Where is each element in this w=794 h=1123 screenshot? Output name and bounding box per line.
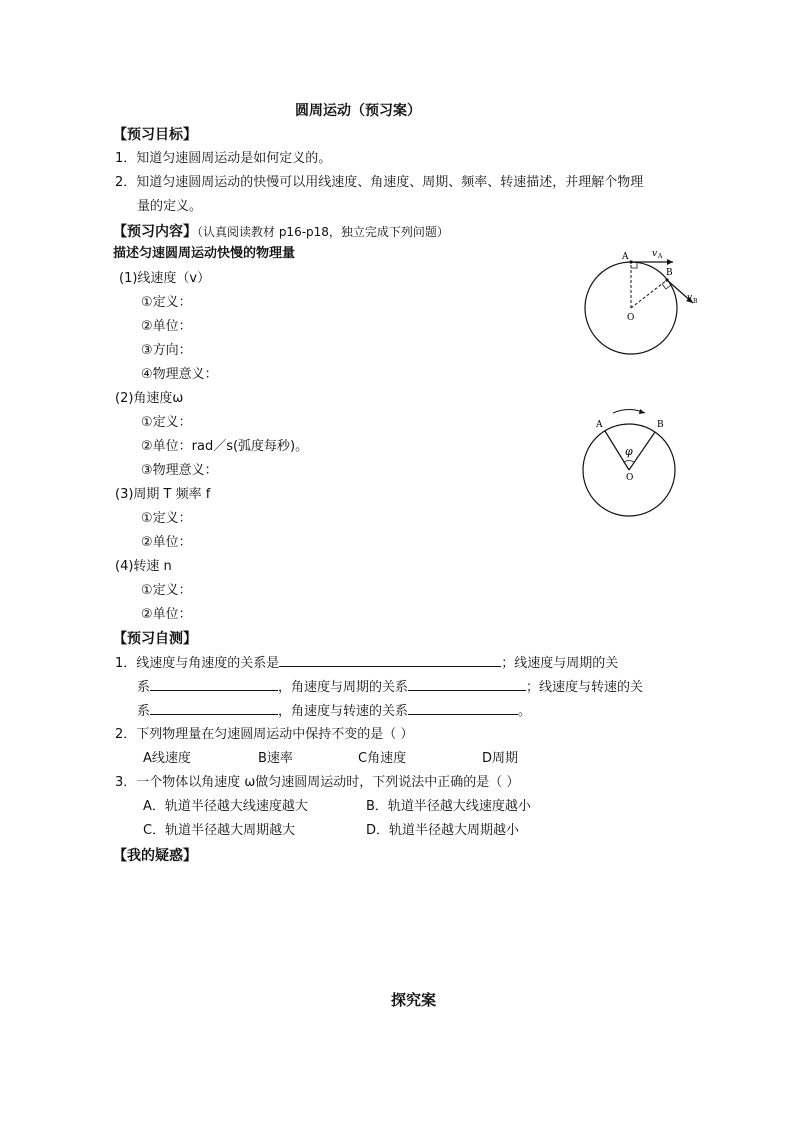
angular-velocity-diagram	[575, 400, 685, 520]
content-note: （认真阅读教材 p16-p18，独立完成下列问题）	[197, 225, 449, 239]
fig2-label-phi: φ	[625, 445, 633, 458]
content-subheading: 描述匀速圆周运动快慢的物理量	[113, 246, 296, 261]
q3-definition: ①定义：	[141, 511, 192, 526]
fig1-label-vA: v	[652, 249, 658, 259]
q1-text-c: 系	[137, 680, 151, 695]
selftest-q1-line3	[137, 702, 531, 721]
footer-title: 探究案	[391, 991, 437, 1009]
q3-option-a[interactable]: A．轨道半径越大线速度越大	[143, 799, 308, 814]
fig1-sub-B: B	[693, 298, 698, 305]
answer-blank-2[interactable]	[150, 678, 278, 691]
q3-option-b[interactable]: B．轨道半径越大线速度越小	[366, 799, 531, 814]
fig2-label-A: A	[596, 420, 603, 430]
q2-meaning: ③物理意义：	[141, 463, 218, 478]
q1-text-g: ，角速度与转速的关系	[278, 704, 409, 719]
selftest-q1-line2	[137, 678, 643, 697]
fig2-label-O: O	[626, 473, 634, 483]
content-header-line	[113, 221, 449, 241]
goal-item-2: 2．知道匀速圆周运动的快慢可以用线速度、角速度、周期、频率、转速描述，并理解个物理	[115, 175, 644, 190]
q3-option-d[interactable]: D．轨道半径越大周期越小	[366, 823, 520, 838]
fig1-label-O: O	[627, 313, 635, 323]
selftest-header: 【预习自测】	[113, 631, 197, 647]
q2-option-c[interactable]: C角速度	[358, 751, 407, 766]
selftest-q2: 2．下列物理量在匀速圆周运动中保持不变的是（ ）	[115, 727, 414, 742]
q1-unit: ②单位：	[141, 319, 192, 334]
q1-text-f: 系	[137, 704, 151, 719]
q1-definition: ①定义：	[141, 295, 192, 310]
doubts-header: 【我的疑惑】	[113, 848, 197, 864]
point-A	[629, 260, 632, 263]
q3-option-c[interactable]: C．轨道半径越大周期越大	[143, 823, 296, 838]
page-title: 圆周运动（预习案）	[295, 103, 421, 119]
q1-text-h: 。	[518, 704, 532, 719]
selftest-q3: 3．一个物体以角速度 ω做匀速圆周运动时，下列说法中正确的是（ ）	[115, 775, 520, 790]
answer-blank-1[interactable]	[279, 654, 501, 667]
q1-text-b: ；线速度与周期的关	[501, 656, 619, 671]
q1-direction: ③方向：	[141, 343, 192, 358]
q1-label: (1)线速度（v）	[119, 271, 211, 286]
rotation-arrow	[639, 409, 645, 414]
velocity-diagram	[580, 245, 715, 360]
q2-unit: ②单位：rad／s(弧度每秒)。	[141, 439, 309, 454]
q4-definition: ①定义：	[141, 583, 192, 598]
q2-option-a[interactable]: A线速度	[143, 751, 191, 766]
fig1-label-vB: v	[687, 293, 693, 303]
answer-blank-3[interactable]	[408, 678, 526, 691]
fig2-label-B: B	[657, 420, 664, 430]
goals-header: 【预习目标】	[113, 127, 197, 143]
fig1-label-A: A	[622, 252, 629, 262]
q3-label: (3)周期 T 频率 f	[115, 487, 211, 502]
right-angle-B	[662, 284, 671, 289]
q1-text-a: 1．线速度与角速度的关系是	[115, 656, 280, 671]
q3-unit: ②单位：	[141, 535, 192, 550]
q2-option-d[interactable]: D周期	[482, 751, 519, 766]
selftest-q1-line1	[115, 654, 618, 673]
radius-OB	[631, 280, 667, 308]
fig1-sub-A: A	[658, 253, 663, 260]
angle-arc	[624, 461, 634, 463]
q1-text-d: ，角速度与周期的关系	[278, 680, 409, 695]
q2-option-b[interactable]: B速率	[258, 751, 293, 766]
q2-definition: ①定义：	[141, 415, 192, 430]
content-header: 【预习内容】	[113, 224, 197, 240]
arrow-vA	[667, 259, 673, 265]
answer-blank-4[interactable]	[150, 702, 278, 715]
q1-text-e: ；线速度与转速的关	[526, 680, 644, 695]
fig1-label-B: B	[666, 268, 673, 278]
q2-label: (2)角速度ω	[115, 391, 184, 406]
goal-item-1: 1．知道匀速圆周运动是如何定义的。	[115, 151, 332, 166]
goal-item-2-cont: 量的定义。	[137, 199, 203, 214]
radius-OB2	[629, 432, 655, 470]
q1-meaning: ④物理意义：	[141, 367, 218, 382]
q4-unit: ②单位：	[141, 607, 192, 622]
point-B	[665, 278, 668, 281]
answer-blank-5[interactable]	[408, 702, 518, 715]
q4-label: (4)转速 n	[115, 559, 172, 574]
